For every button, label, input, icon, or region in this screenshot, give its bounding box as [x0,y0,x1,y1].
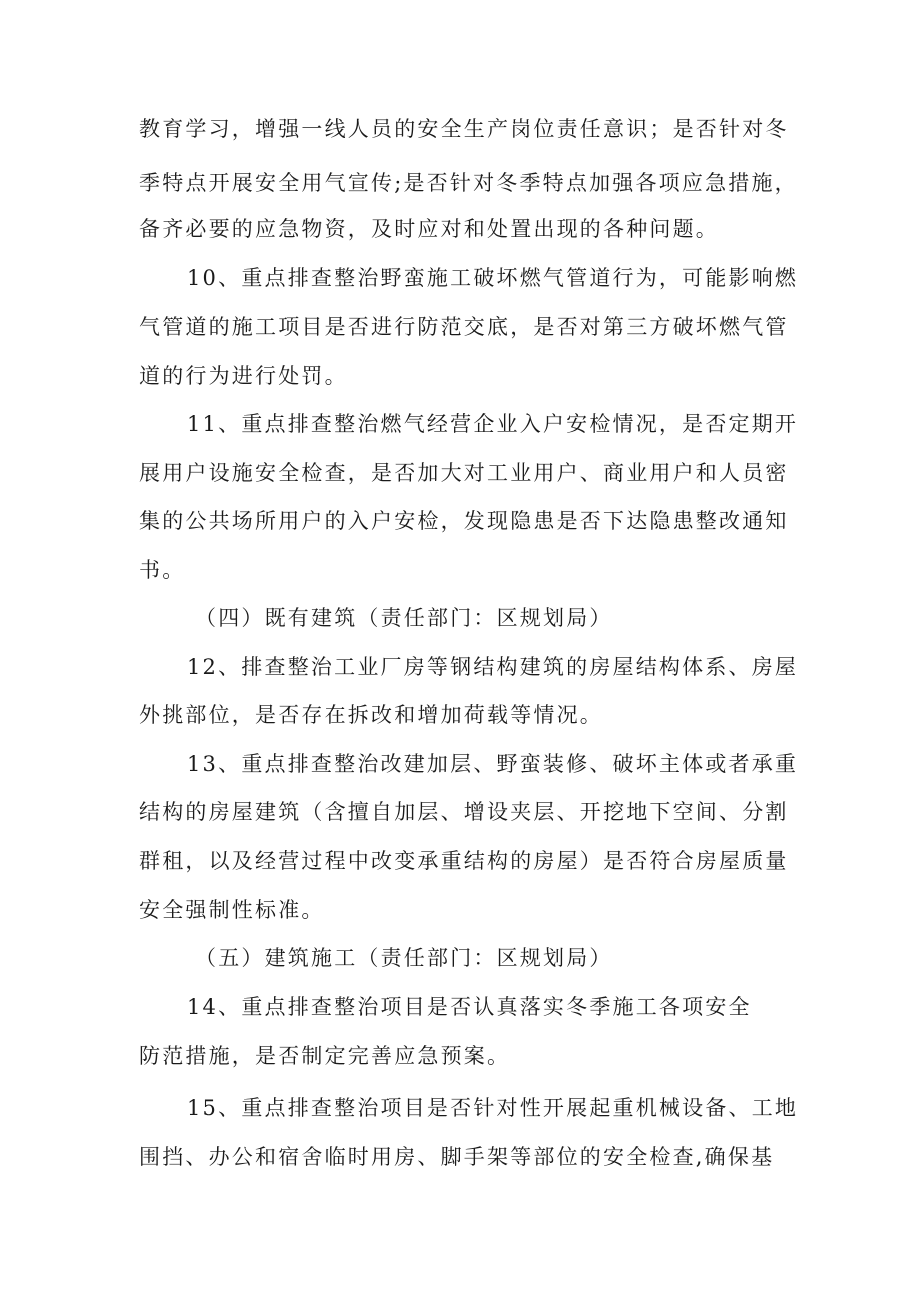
text-line: 集的公共场所用户的入户安检，发现隐患是否下达隐患整改通知 [139,509,789,533]
text-line: 道的行为进行处罚。 [139,364,348,388]
text-line: 备齐必要的应急物资，及时应对和处置出现的各种问题。 [139,217,719,241]
text-line: 14、重点排查整治项目是否认真落实冬季施工各项安全 [187,995,752,1019]
section-heading: （四）既有建筑（责任部门：区规划局） [195,606,613,630]
text-line: 防范措施，是否制定完善应急预案。 [139,1044,511,1068]
text-line: 群租，以及经营过程中改变承重结构的房屋）是否符合房屋质量 [139,849,789,873]
text-line: 书。 [139,558,186,582]
text-line: 结构的房屋建筑（含擅自加层、增设夹层、开挖地下空间、分割 [139,800,789,824]
text-line: 外挑部位，是否存在拆改和增加荷载等情况。 [139,703,603,727]
text-line: 围挡、办公和宿舍临时用房、脚手架等部位的安全检查,确保基 [139,1145,775,1169]
section-heading: （五）建筑施工（责任部门：区规划局） [195,946,613,970]
text-line: 季特点开展安全用气宣传;是否针对冬季特点加强各项应急措施， [139,171,798,195]
text-line: 安全强制性标准。 [139,898,325,922]
text-line: 展用户设施安全检查，是否加大对工业用户、商业用户和人员密 [139,461,789,485]
text-line: 11、重点排查整治燃气经营企业入户安检情况，是否定期开 [187,412,799,436]
text-line: 15、重点排查整治项目是否针对性开展起重机械设备、工地 [187,1096,799,1120]
text-line: 12、排查整治工业厂房等钢结构建筑的房屋结构体系、房屋 [187,655,799,679]
text-line: 13、重点排查整治改建加层、野蛮装修、破坏主体或者承重 [187,752,799,776]
text-line: 10、重点排查整治野蛮施工破坏燃气管道行为，可能影响燃 [187,266,799,290]
text-line: 气管道的施工项目是否进行防范交底，是否对第三方破坏燃气管 [139,315,789,339]
text-line: 教育学习，增强一线人员的安全生产岗位责任意识；是否针对冬 [139,117,789,141]
